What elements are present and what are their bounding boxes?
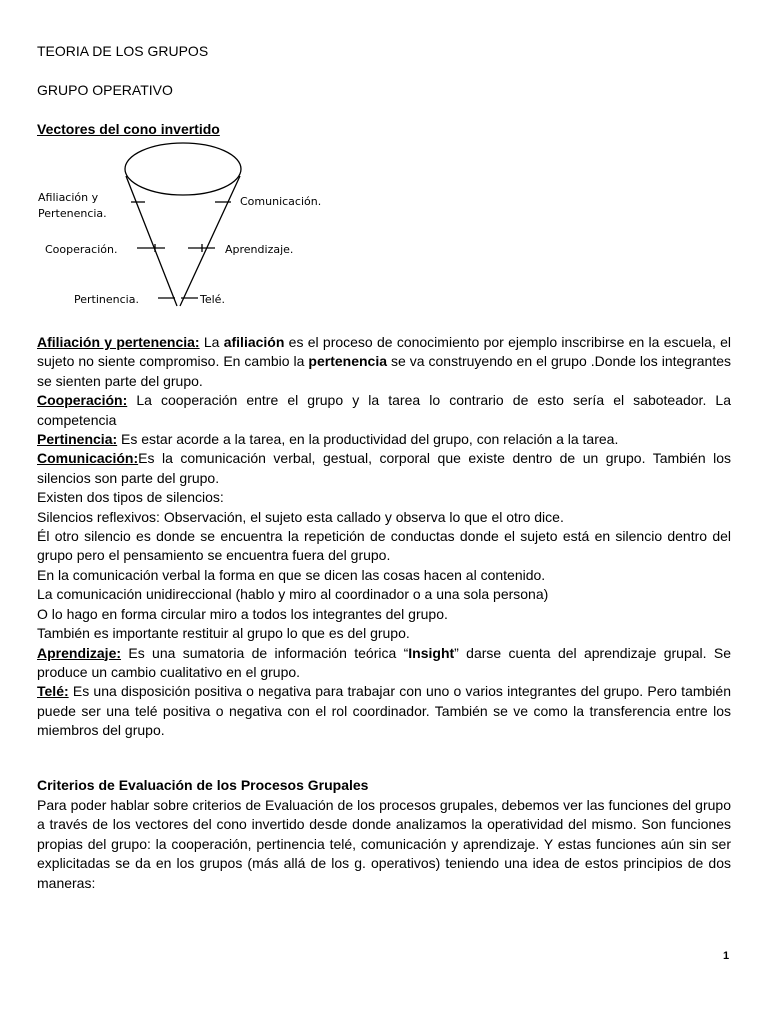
paragraph-comunicacion xyxy=(37,449,731,488)
text: La cooperación entre el grupo y la tarea lo contrario de esto sería el saboteador. La competencia xyxy=(37,392,731,428)
text: es el proceso de conocimiento por ejemplo inscribirse en la escuela, el sujeto no siente compromiso. En cambio la xyxy=(37,334,731,370)
label-pertinencia: Pertinencia. xyxy=(74,293,139,306)
text: Es estar acorde a la tarea, en la productividad del grupo, con relación a la tarea. xyxy=(117,431,619,448)
term-comunicacion: Comunicación: xyxy=(37,450,139,467)
text: Es la comunicación verbal, gestual, corporal que existe dentro de un grupo. También los silencios son parte del grupo. xyxy=(37,450,731,486)
paragraph-restituir: También es importante restituir al grupo lo que es del grupo. xyxy=(37,625,410,642)
paragraph-circular: O lo hago en forma circular miro a todos los integrantes del grupo. xyxy=(37,605,448,622)
inverted-cone-diagram xyxy=(30,138,360,314)
doc-subtitle: GRUPO OPERATIVO xyxy=(37,82,173,98)
paragraph-afiliacion xyxy=(37,333,731,391)
criterios-paragraph: Para poder hablar sobre criterios de Evaluación de los procesos grupales, debemos ver las funciones del grupo a través de los vectores del cono invertido desde donde analizamos la operatividad del mismo. Son funciones propias del grupo: la cooperación, pertinencia telé, comunicación y aprendizaje. Y estas funciones aún sin ser explicitadas se da en los grupos (más allá de los g. operativos) teniendo una idea de estos principios de dos maneras: xyxy=(37,797,731,891)
label-aprendizaje: Aprendizaje. xyxy=(225,243,294,256)
text: ” darse cuenta del aprendizaje grupal. Se produce un cambio cualitativo en el grupo. xyxy=(37,644,732,680)
text: se va construyendo en el grupo .Donde los integrantes se sienten parte del grupo. xyxy=(37,353,731,389)
cone-top-ellipse xyxy=(125,143,241,195)
text: Es una disposición positiva o negativa para trabajar con uno o varios integrantes del grupo. Pero también puede ser una telé positiva o negativa con el rol coordinador. También se ve como la transferencia entre los miembros del grupo. xyxy=(37,683,731,739)
label-comunicacion: Comunicación. xyxy=(240,195,322,208)
keyword-afiliacion: afiliación xyxy=(223,334,285,350)
paragraph-silencios-intro: Existen dos tipos de silencios: xyxy=(37,489,224,506)
label-afiliacion-line1: Afiliación y xyxy=(38,191,99,204)
cone-left-side xyxy=(126,176,177,306)
diagram-heading: Vectores del cono invertido xyxy=(37,121,220,137)
text: La xyxy=(199,334,224,350)
paragraph-silencios-reflexivos: Silencios reflexivos: Observación, el sujeto esta callado y observa lo que el otro dice. xyxy=(37,508,564,525)
paragraph-unidireccional: La comunicación unidireccional (hablo y miro al coordinador o a una sola persona) xyxy=(37,586,549,603)
criterios-section xyxy=(37,796,731,893)
term-pertinencia: Pertinencia: xyxy=(37,431,118,448)
label-cooperacion: Cooperación. xyxy=(45,243,118,256)
text: Es una sumatoria de información teórica “ xyxy=(121,644,409,661)
term-cooperacion: Cooperación: xyxy=(37,392,128,409)
term-aprendizaje: Aprendizaje: xyxy=(37,644,122,661)
criterios-heading: Criterios de Evaluación de los Procesos Grupales xyxy=(37,777,369,793)
doc-title: TEORIA DE LOS GRUPOS xyxy=(37,43,209,59)
vectors-description xyxy=(37,333,731,741)
term-tele: Telé: xyxy=(37,683,69,700)
label-tele: Telé. xyxy=(200,293,225,306)
term-afiliacion: Afiliación y pertenencia: xyxy=(37,334,200,350)
paragraph-cooperacion xyxy=(37,391,731,430)
paragraph-otro-silencio: Él otro silencio es donde se encuentra la repetición de conductas donde el sujeto está en silencio dentro del grupo pero el pensamiento se encuentra fuera del grupo. xyxy=(37,528,731,564)
keyword-pertenencia: pertenencia xyxy=(308,353,387,370)
paragraph-aprendizaje xyxy=(37,644,731,683)
paragraph-pertinencia xyxy=(37,430,731,449)
paragraph-tele xyxy=(37,682,731,740)
keyword-insight: Insight xyxy=(408,644,455,661)
paragraph-verbal: En la comunicación verbal la forma en que se dicen las cosas hacen al contenido. xyxy=(37,566,546,583)
label-afiliacion-line2: Pertenencia. xyxy=(38,207,107,220)
page-number: 1 xyxy=(723,950,730,962)
